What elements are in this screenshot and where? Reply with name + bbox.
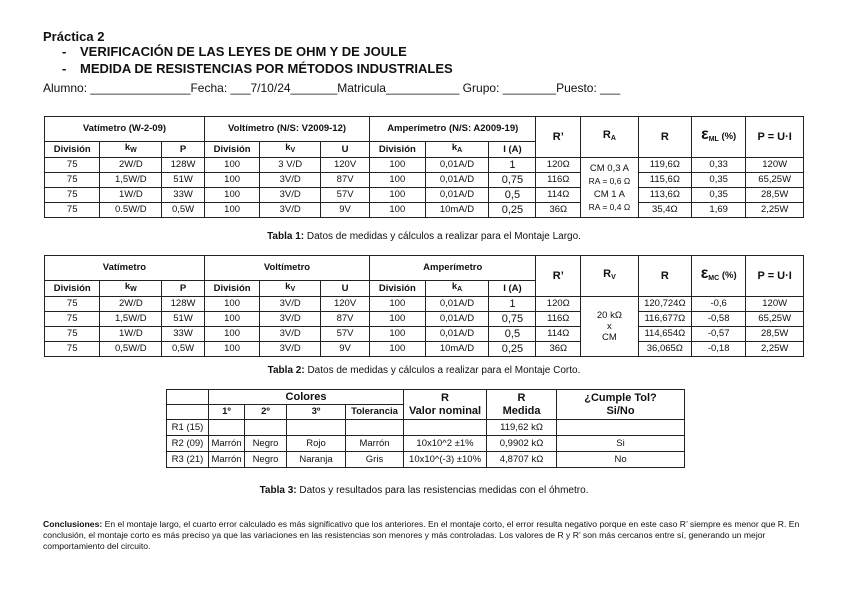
table-cell: 0,5W/D: [100, 342, 162, 357]
table-cell: 113,6Ω: [638, 188, 691, 203]
table-row: [45, 342, 804, 357]
table-header-row: [45, 117, 804, 142]
group-header-voltmeter: Voltímetro: [204, 256, 369, 281]
table-header-cell: 2º: [245, 405, 287, 420]
table-cell: 75: [45, 203, 100, 218]
conclusions-paragraph: Conclusiones: En el montaje largo, el cuarto error calculado es más significativo que los anteriores. En el montaje corto, el error resulta negativo porque en este caso R’ siempre es menor que R. En conclusión, el montaje corto es más preciso ya que las variaciones en las resistencias son menores y más controladas. Los valores de R y R’ son más cercanos entre sí, generando un mejor comportamiento del circuito.: [43, 519, 800, 551]
table-row: [167, 452, 685, 468]
table-row: [167, 420, 685, 436]
table-cell: 120W: [746, 158, 804, 173]
table-cell: 3V/D: [260, 188, 321, 203]
table-cell: Si: [557, 436, 685, 452]
table-cell: Rojo: [287, 436, 346, 452]
table-cell: 0,33: [691, 158, 745, 173]
table-row: [45, 297, 804, 312]
table-cell: 0,5W: [162, 203, 205, 218]
header-valor-nominal: R Valor nominal: [404, 390, 487, 420]
table-cell: 35,4Ω: [638, 203, 691, 218]
table-cell: 0,25: [489, 342, 536, 357]
table-header-row: [167, 390, 685, 405]
table-cell: 0.5W/D: [100, 203, 162, 218]
table-cell: 0,9902 kΩ: [487, 436, 557, 452]
table-montaje-largo: [44, 116, 804, 218]
rv-note-cell: 20 kΩ x CM: [581, 297, 639, 357]
header-ra: $R_A$: [581, 117, 639, 158]
header-r-prime: R’: [536, 256, 581, 297]
table-cell: 0,01A/D: [425, 297, 489, 312]
table-cell: Marrón: [346, 436, 404, 452]
table-cell: 128W: [162, 158, 205, 173]
table-cell: 100: [370, 297, 425, 312]
table-cell: 0,5: [489, 327, 536, 342]
header-power: P = U·I: [746, 256, 804, 297]
table-cell: 0,01A/D: [425, 327, 489, 342]
table-cell: 128W: [162, 297, 205, 312]
table-cell: [287, 420, 346, 436]
table-cell: 10x10^2 ±1%: [404, 436, 487, 452]
header-medida: R Medida: [487, 390, 557, 420]
subheader-kv: $k_V$: [260, 142, 321, 158]
table-ohmmeter: [166, 389, 685, 468]
table-cell: 1,69: [691, 203, 745, 218]
table-row: [167, 436, 685, 452]
bullet-marker: -: [62, 44, 67, 59]
table-header-cell: 1º: [209, 405, 245, 420]
table-cell: 114,654Ω: [638, 327, 691, 342]
group-header-wattmeter: Vatímetro (W-2-09): [45, 117, 205, 142]
table-cell: 100: [370, 158, 425, 173]
table-cell: 51W: [162, 173, 205, 188]
subheader-kv: $k_V$: [260, 281, 321, 297]
table-cell: 100: [204, 312, 259, 327]
table-cell: 100: [204, 188, 259, 203]
table-cell: 75: [45, 188, 100, 203]
table-cell: 3V/D: [260, 203, 321, 218]
table-cell: 1: [489, 297, 536, 312]
table-cell: [346, 420, 404, 436]
table-row: [45, 327, 804, 342]
subheader-division: División: [45, 281, 100, 297]
table-cell: Negro: [245, 452, 287, 468]
table-cell: 65,25W: [746, 173, 804, 188]
header-colores: Colores: [209, 390, 404, 405]
table-cell: 33W: [162, 188, 205, 203]
table-cell: 75: [45, 297, 100, 312]
table-cell: 1W/D: [100, 188, 162, 203]
table-cell: 57V: [321, 188, 370, 203]
subheader-division: División: [45, 142, 100, 158]
table-cell: 36Ω: [536, 203, 581, 218]
table-cell: R3 (21): [167, 452, 209, 468]
table-cell: 4,8707 kΩ: [487, 452, 557, 468]
table-cell: 28,5W: [746, 327, 804, 342]
table-cell: 120V: [321, 158, 370, 173]
table-cell: 1: [489, 158, 536, 173]
table-cell: -0,6: [691, 297, 745, 312]
subheader-division: División: [370, 281, 425, 297]
table-cell: -0,57: [691, 327, 745, 342]
table-cell: 100: [204, 342, 259, 357]
table-cell: 100: [370, 342, 425, 357]
table-cell: 116Ω: [536, 312, 581, 327]
table-cell: 114Ω: [536, 188, 581, 203]
table-row: [45, 173, 804, 188]
subheader-division: División: [370, 142, 425, 158]
bullet-1: - VERIFICACIÓN DE LAS LEYES DE OHM Y DE JOULE: [62, 44, 407, 59]
table-cell: 2,25W: [746, 203, 804, 218]
table-cell: 28,5W: [746, 188, 804, 203]
table-cell: 3V/D: [260, 173, 321, 188]
table-cell: 114Ω: [536, 327, 581, 342]
table-cell: 75: [45, 342, 100, 357]
table-cell: Marrón: [209, 452, 245, 468]
table-cell: 3V/D: [260, 312, 321, 327]
table-cell: 51W: [162, 312, 205, 327]
subheader-kw: $k_W$: [100, 281, 162, 297]
subheader-u: U: [321, 142, 370, 158]
subheader-u: U: [321, 281, 370, 297]
table-cell: 100: [370, 327, 425, 342]
table-cell: 116,677Ω: [638, 312, 691, 327]
table-header-cell: Tolerancia: [346, 405, 404, 420]
table-cell: R1 (15): [167, 420, 209, 436]
table-cell: Gris: [346, 452, 404, 468]
table-cell: 10mA/D: [425, 203, 489, 218]
practice-title: Práctica 2: [43, 29, 105, 44]
table-cell: 87V: [321, 173, 370, 188]
table-cell: Marrón: [209, 436, 245, 452]
subheader-ka: $k_A$: [425, 281, 489, 297]
table-cell: 2,25W: [746, 342, 804, 357]
table-cell: 75: [45, 158, 100, 173]
subheader-i: I (A): [489, 142, 536, 158]
caption-table-2: Tabla 2: Datos de medidas y cálculos a realizar para el Montaje Corto.: [267, 365, 581, 376]
table-cell: [209, 420, 245, 436]
table-cell: Negro: [245, 436, 287, 452]
table-cell: 100: [204, 203, 259, 218]
table-cell: 119,62 kΩ: [487, 420, 557, 436]
table-header-row: [45, 256, 804, 281]
table-cell: [404, 420, 487, 436]
table-cell: 9V: [321, 203, 370, 218]
group-header-wattmeter: Vatímetro: [45, 256, 205, 281]
table-cell: 0,35: [691, 188, 745, 203]
table-row: [45, 188, 804, 203]
table-cell: 120V: [321, 297, 370, 312]
table-cell: 1,5W/D: [100, 173, 162, 188]
table-cell: 3 V/D: [260, 158, 321, 173]
bullet-2: - MEDIDA DE RESISTENCIAS POR MÉTODOS INDUSTRIALES: [62, 61, 453, 76]
table-cell: 100: [370, 203, 425, 218]
table-cell: 1,5W/D: [100, 312, 162, 327]
header-eps-ml: $\varepsilon_{ML}$ (%): [691, 117, 745, 158]
table-cell: 36,065Ω: [638, 342, 691, 357]
table-cell: 120Ω: [536, 158, 581, 173]
table-cell: 120Ω: [536, 297, 581, 312]
table-cell: 0,75: [489, 173, 536, 188]
table-header-cell: 3º: [287, 405, 346, 420]
table-cell: 75: [45, 312, 100, 327]
table-cell: [245, 420, 287, 436]
header-r: R: [638, 117, 691, 158]
table-cell: 10x10^(-3) ±10%: [404, 452, 487, 468]
table-cell: 65,25W: [746, 312, 804, 327]
header-cumple: ¿Cumple Tol? Si/No: [557, 390, 685, 420]
group-header-voltmeter: Voltímetro (N/S: V2009-12): [204, 117, 369, 142]
header-rv: $R_V$: [581, 256, 639, 297]
subheader-kw: $k_W$: [100, 142, 162, 158]
table-cell: 100: [204, 173, 259, 188]
table-header-cell: [167, 390, 209, 405]
table-cell: 100: [204, 327, 259, 342]
table-cell: 100: [204, 297, 259, 312]
table-cell: 115,6Ω: [638, 173, 691, 188]
table-cell: 3V/D: [260, 327, 321, 342]
table-cell: 100: [370, 312, 425, 327]
table-cell: 0,5W: [162, 342, 205, 357]
table-cell: 0,75: [489, 312, 536, 327]
group-header-ammeter: Amperímetro (N/S: A2009-19): [370, 117, 536, 142]
table-montaje-corto: [44, 255, 804, 357]
table-cell: 3V/D: [260, 297, 321, 312]
table-cell: 116Ω: [536, 173, 581, 188]
table-cell: 100: [204, 158, 259, 173]
subheader-p: P: [162, 142, 205, 158]
table-cell: -0,58: [691, 312, 745, 327]
table-cell: 120W: [746, 297, 804, 312]
subheader-ka: $k_A$: [425, 142, 489, 158]
table-header-cell: [167, 405, 209, 420]
table-row: [45, 158, 804, 173]
student-info-line: Alumno: _______________Fecha: ___7/10/24_______Matricula___________ Grupo: ________Puesto: ___: [43, 81, 621, 95]
caption-table-3: Tabla 3: Datos y resultados para las resistencias medidas con el óhmetro.: [259, 485, 589, 496]
subheader-division: División: [204, 281, 259, 297]
subheader-i: I (A): [489, 281, 536, 297]
table-cell: 33W: [162, 327, 205, 342]
caption-table-1: Tabla 1: Datos de medidas y cálculos a realizar para el Montaje Largo.: [267, 231, 581, 242]
table-cell: 3V/D: [260, 342, 321, 357]
table-cell: 0,01A/D: [425, 312, 489, 327]
header-power: P = U·I: [746, 117, 804, 158]
table-cell: 75: [45, 327, 100, 342]
table-row: [45, 203, 804, 218]
table-cell: [557, 420, 685, 436]
table-cell: 87V: [321, 312, 370, 327]
table-cell: 1W/D: [100, 327, 162, 342]
table-cell: 120,724Ω: [638, 297, 691, 312]
group-header-ammeter: Amperímetro: [370, 256, 536, 281]
header-eps-mc: $\varepsilon_{MC}$ (%): [691, 256, 745, 297]
subheader-p: P: [162, 281, 205, 297]
table-cell: 75: [45, 173, 100, 188]
table-cell: 0,25: [489, 203, 536, 218]
table-cell: 2W/D: [100, 297, 162, 312]
table-cell: 0,5: [489, 188, 536, 203]
table-cell: 100: [370, 173, 425, 188]
table-cell: Naranja: [287, 452, 346, 468]
subheader-division: División: [204, 142, 259, 158]
table-cell: 0,35: [691, 173, 745, 188]
table-cell: -0,18: [691, 342, 745, 357]
table-cell: 0,01A/D: [425, 173, 489, 188]
table-cell: No: [557, 452, 685, 468]
header-r-prime: R’: [536, 117, 581, 158]
header-r: R: [638, 256, 691, 297]
table-cell: 36Ω: [536, 342, 581, 357]
table-cell: 100: [370, 188, 425, 203]
bullet-marker: -: [62, 61, 67, 76]
table-cell: R2 (09): [167, 436, 209, 452]
table-cell: 0,01A/D: [425, 158, 489, 173]
table-cell: 10mA/D: [425, 342, 489, 357]
table-cell: 119,6Ω: [638, 158, 691, 173]
table-cell: 57V: [321, 327, 370, 342]
table-cell: 0,01A/D: [425, 188, 489, 203]
table-cell: 2W/D: [100, 158, 162, 173]
table-cell: 9V: [321, 342, 370, 357]
ra-notes-cell: CM 0,3 A RA = 0,6 Ω CM 1 A RA = 0,4 Ω: [581, 158, 639, 218]
table-row: [45, 312, 804, 327]
